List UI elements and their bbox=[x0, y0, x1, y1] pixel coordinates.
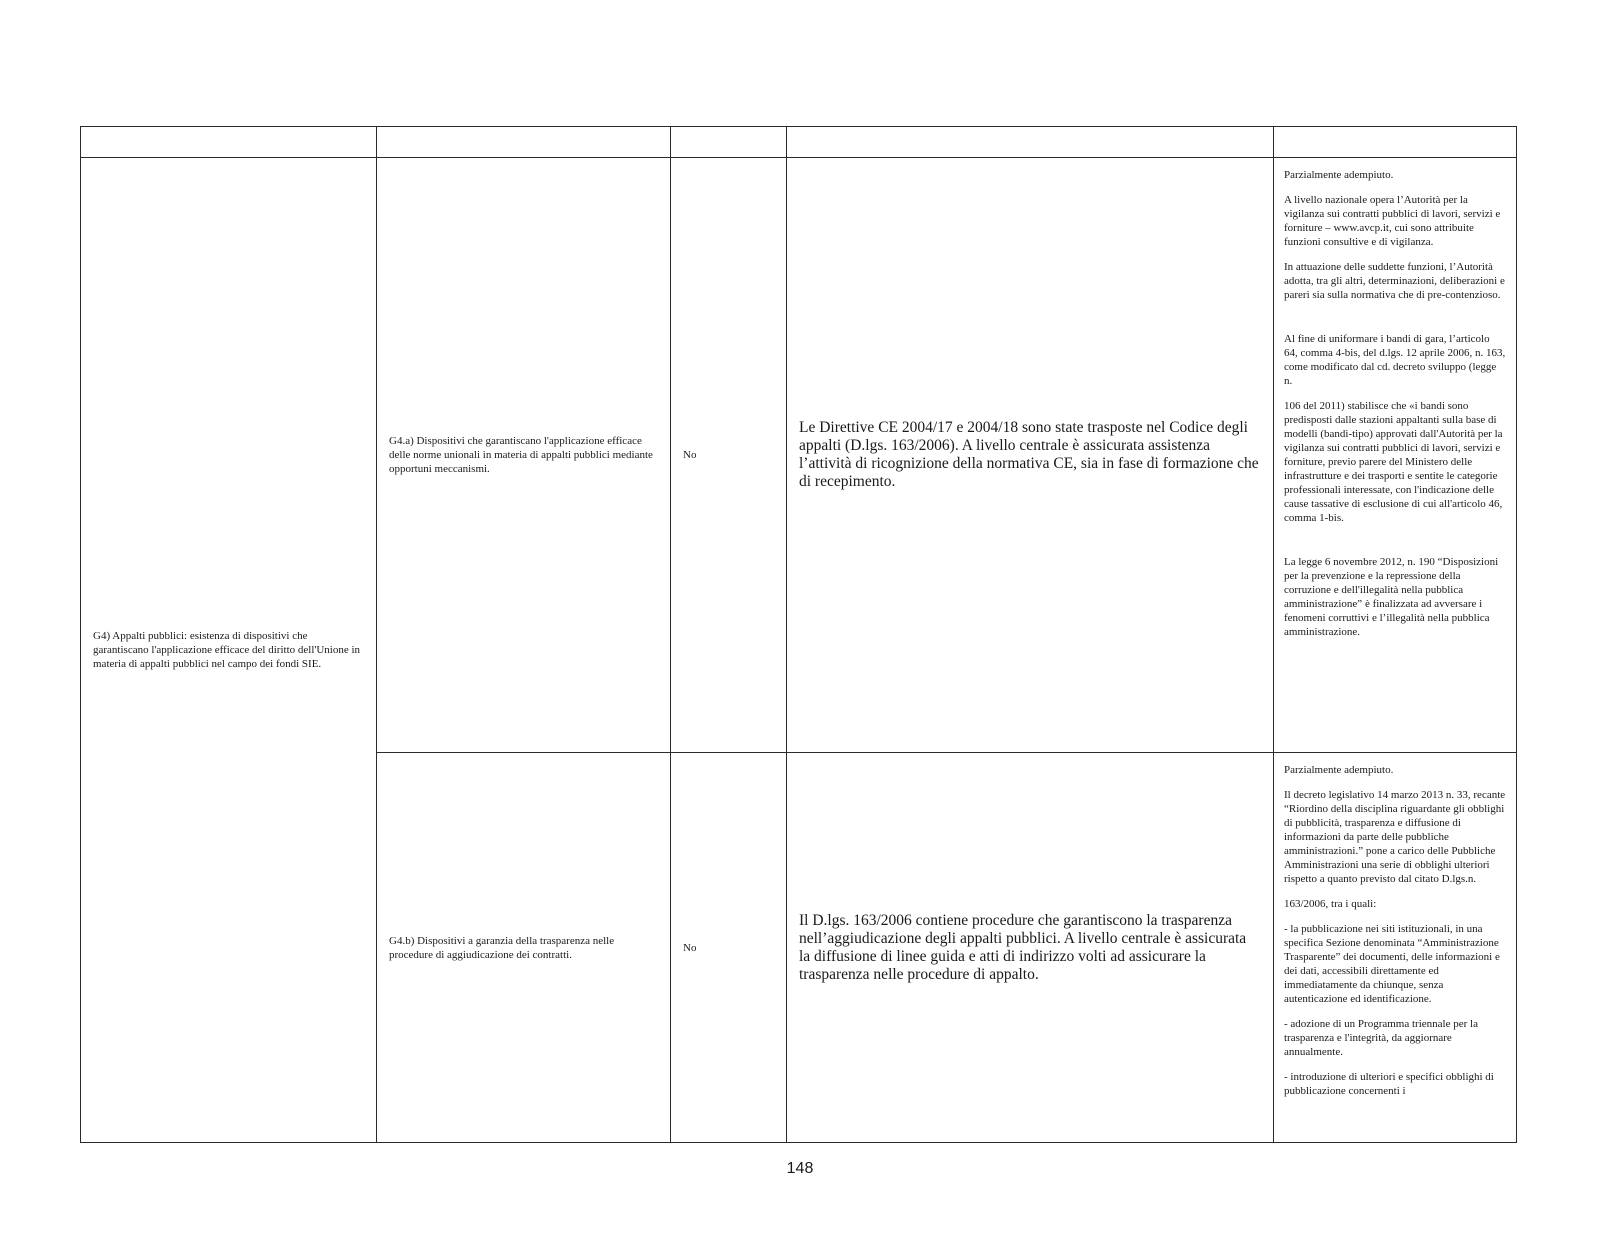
explanation-paragraph: A livello nazionale opera l’Autorità per la vigilanza sui contratti pubblici di lavori, servizi e forniture – www.avcp.it, cui sono attribuite funzioni consultive e di vigilanza. bbox=[1284, 194, 1501, 248]
table-header-row bbox=[81, 127, 1517, 158]
reference-cell: Le Direttive CE 2004/17 e 2004/18 sono state trasposte nel Codice degli appalti (D.lgs. 163/2006). A livello centrale è assicurata assistenza l’attività di ricognizione della normativa CE, sia in fase di formazione che di recepimento. bbox=[787, 158, 1274, 753]
explanation-paragraph: 106 del 2011) stabilisce che «i bandi sono predisposti dalle stazioni appaltanti sulla base di modelli (bandi-tipo) approvati dall'Autorità per la vigilanza sui contratti pubblici di lavori, servizi e forniture, previo parere del Ministero delle infrastrutture e dei trasporti e sentite le categorie professionali interessate, con l'indicazione delle cause tassative di esclusione di cui all'articolo 46, comma 1-bis. bbox=[1284, 400, 1503, 524]
explanation-paragraph: Parzialmente adempiuto. bbox=[1284, 169, 1394, 181]
explanation-paragraph: Al fine di uniformare i bandi di gara, l’articolo 64, comma 4-bis, del d.lgs. 12 aprile 2006, n. 163, come modificato dal cd. decreto sviluppo (legge n. bbox=[1284, 333, 1506, 387]
fulfilled-cell: No bbox=[671, 158, 787, 753]
header-cell bbox=[671, 127, 787, 158]
explanation-paragraph: Parzialmente adempiuto. bbox=[1284, 764, 1394, 776]
page-number: 148 bbox=[786, 1160, 814, 1177]
explanation-paragraph: - introduzione di ulteriori e specifici obblighi di pubblicazione concernenti i bbox=[1284, 1071, 1494, 1097]
header-cell bbox=[1274, 127, 1517, 158]
explanation-cell bbox=[1274, 753, 1517, 1143]
condition-cell: G4) Appalti pubblici: esistenza di dispositivi che garantiscano l'applicazione efficace del diritto dell'Unione in materia di appalti pubblici nel campo dei fondi SIE. bbox=[81, 158, 377, 1143]
table-row bbox=[81, 158, 1517, 753]
fulfilled-cell: No bbox=[671, 753, 787, 1143]
requirements-table bbox=[80, 126, 1517, 1143]
explanation-paragraph: Il decreto legislativo 14 marzo 2013 n. 33, recante “Riordino della disciplina riguardante gli obblighi di pubblicità, trasparenza e diffusione di informazioni da parte delle pubbliche amministrazioni.” pone a carico delle Pubbliche Amministrazioni una serie di obblighi ulteriori rispetto a quanto previsto dal citato D.lgs.n. bbox=[1284, 789, 1506, 885]
explanation-cell bbox=[1274, 158, 1517, 753]
header-cell bbox=[377, 127, 671, 158]
explanation-paragraph: 163/2006, tra i quali: bbox=[1284, 898, 1377, 910]
explanation-paragraph: In attuazione delle suddette funzioni, l’Autorità adotta, tra gli altri, determinazioni, deliberazioni e pareri sia sulla normativa che di pre-contenzioso. bbox=[1284, 261, 1505, 301]
header-cell bbox=[81, 127, 377, 158]
explanation-paragraph: - la pubblicazione nei siti istituzionali, in una specifica Sezione denominata “Amministrazione Trasparente” dei documenti, delle informazioni e dei dati, accessibili direttamente ed immediatamente da chiunque, senza autenticazione ed identificazione. bbox=[1284, 923, 1500, 1005]
explanation-paragraph: La legge 6 novembre 2012, n. 190 “Disposizioni per la prevenzione e la repressione della corruzione e dell'illegalità nella pubblica amministrazione” è finalizzata ad avversare i fenomeni corruttivi e l’illegalità nella pubblica amministrazione. bbox=[1284, 556, 1499, 638]
criterion-cell: G4.a) Dispositivi che garantiscano l'applicazione efficace delle norme unionali in materia di appalti pubblici mediante opportuni meccanismi. bbox=[377, 158, 671, 753]
explanation-clip bbox=[1284, 763, 1506, 1141]
explanation-paragraph: - adozione di un Programma triennale per la trasparenza e l'integrità, da aggiornare annualmente. bbox=[1284, 1018, 1478, 1058]
criterion-cell: G4.b) Dispositivi a garanzia della trasparenza nelle procedure di aggiudicazione dei contratti. bbox=[377, 753, 671, 1143]
reference-cell: Il D.lgs. 163/2006 contiene procedure che garantiscono la trasparenza nell’aggiudicazione degli appalti pubblici. A livello centrale è assicurata la diffusione di linee guida e atti di indirizzo volti ad assicurare la trasparenza nelle procedure di appalto. bbox=[787, 753, 1274, 1143]
header-cell bbox=[787, 127, 1274, 158]
